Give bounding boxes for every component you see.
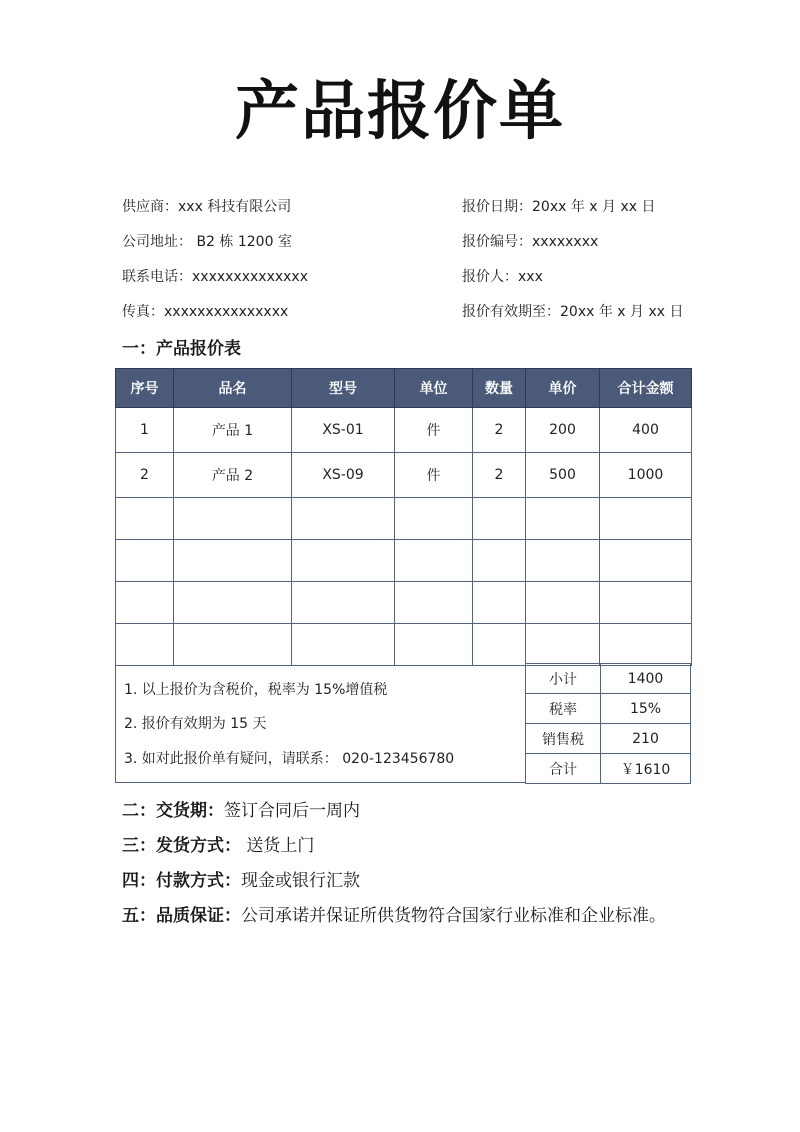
tax-rate-label: 税率: [526, 694, 601, 724]
cell-model: XS-09: [292, 453, 395, 498]
total-value: ￥1610: [601, 754, 691, 784]
phone-info: 联系电话：xxxxxxxxxxxxxx: [122, 269, 308, 285]
section-shipping: [122, 831, 314, 856]
header-unit: 单位: [395, 369, 473, 408]
quote-date-info: 报价日期：20xx 年 x 月 xx 日: [462, 199, 656, 215]
section-quality: [122, 901, 666, 926]
section-quote-table-title: 一：产品报价表: [122, 339, 241, 359]
header-model: 型号: [292, 369, 395, 408]
cell-total-amount: 400: [600, 408, 692, 453]
cell-unit-price: 500: [526, 453, 600, 498]
note-tax: 1. 以上报价为含税价，税率为 15%增值税: [124, 682, 388, 698]
notes-box: [115, 663, 525, 783]
empty-table-row: [116, 540, 692, 582]
note-validity: 2. 报价有效期为 15 天: [124, 716, 267, 732]
section-payment: [122, 866, 360, 891]
shipping-label: 三：发货方式：: [122, 836, 241, 856]
header-quantity: 数量: [473, 369, 526, 408]
table-header-row: [116, 369, 692, 408]
cell-quantity: 2: [473, 453, 526, 498]
header-product-name: 品名: [174, 369, 292, 408]
valid-until-info: 报价有效期至：20xx 年 x 月 xx 日: [462, 304, 684, 320]
cell-index: 1: [116, 408, 174, 453]
total-label: 合计: [526, 754, 601, 784]
payment-value: 现金或银行汇款: [241, 871, 360, 891]
subtotal-value: 1400: [601, 664, 691, 694]
address-info: 公司地址： B2 栋 1200 室: [122, 234, 292, 250]
header-total-amount: 合计金额: [600, 369, 692, 408]
tax-rate-value: 15%: [601, 694, 691, 724]
empty-table-row: [116, 624, 692, 666]
sales-tax-label: 销售税: [526, 724, 601, 754]
supplier-info: 供应商：xxx 科技有限公司: [122, 199, 292, 215]
summary-row-subtotal: [526, 664, 691, 694]
subtotal-label: 小计: [526, 664, 601, 694]
quote-table: [115, 368, 692, 666]
cell-index: 2: [116, 453, 174, 498]
document-title: 产品报价单: [235, 75, 565, 149]
quality-value: 公司承诺并保证所供货物符合国家行业标准和企业标准。: [241, 906, 666, 926]
cell-product-name: 产品 2: [174, 453, 292, 498]
delivery-value: 签订合同后一周内: [224, 801, 360, 821]
note-contact: 3. 如对此报价单有疑问，请联系： 020-123456780: [124, 751, 455, 767]
shipping-value: 送货上门: [241, 836, 315, 856]
cell-product-name: 产品 1: [174, 408, 292, 453]
section-delivery: [122, 796, 360, 821]
sales-tax-value: 210: [601, 724, 691, 754]
quoter-info: 报价人：xxx: [462, 269, 543, 285]
cell-unit: 件: [395, 408, 473, 453]
quote-number-info: 报价编号：xxxxxxxx: [462, 234, 599, 250]
table-row: [116, 453, 692, 498]
payment-label: 四：付款方式：: [122, 871, 241, 891]
table-row: [116, 408, 692, 453]
cell-quantity: 2: [473, 408, 526, 453]
cell-unit: 件: [395, 453, 473, 498]
summary-row-tax-rate: [526, 694, 691, 724]
header-index: 序号: [116, 369, 174, 408]
header-unit-price: 单价: [526, 369, 600, 408]
delivery-label: 二：交货期：: [122, 801, 224, 821]
summary-row-total: [526, 754, 691, 784]
cell-unit-price: 200: [526, 408, 600, 453]
fax-info: 传真：xxxxxxxxxxxxxxx: [122, 304, 289, 320]
quality-label: 五：品质保证：: [122, 906, 241, 926]
summary-row-sales-tax: [526, 724, 691, 754]
summary-table: [525, 663, 691, 784]
cell-model: XS-01: [292, 408, 395, 453]
cell-total-amount: 1000: [600, 453, 692, 498]
empty-table-row: [116, 498, 692, 540]
empty-table-row: [116, 582, 692, 624]
